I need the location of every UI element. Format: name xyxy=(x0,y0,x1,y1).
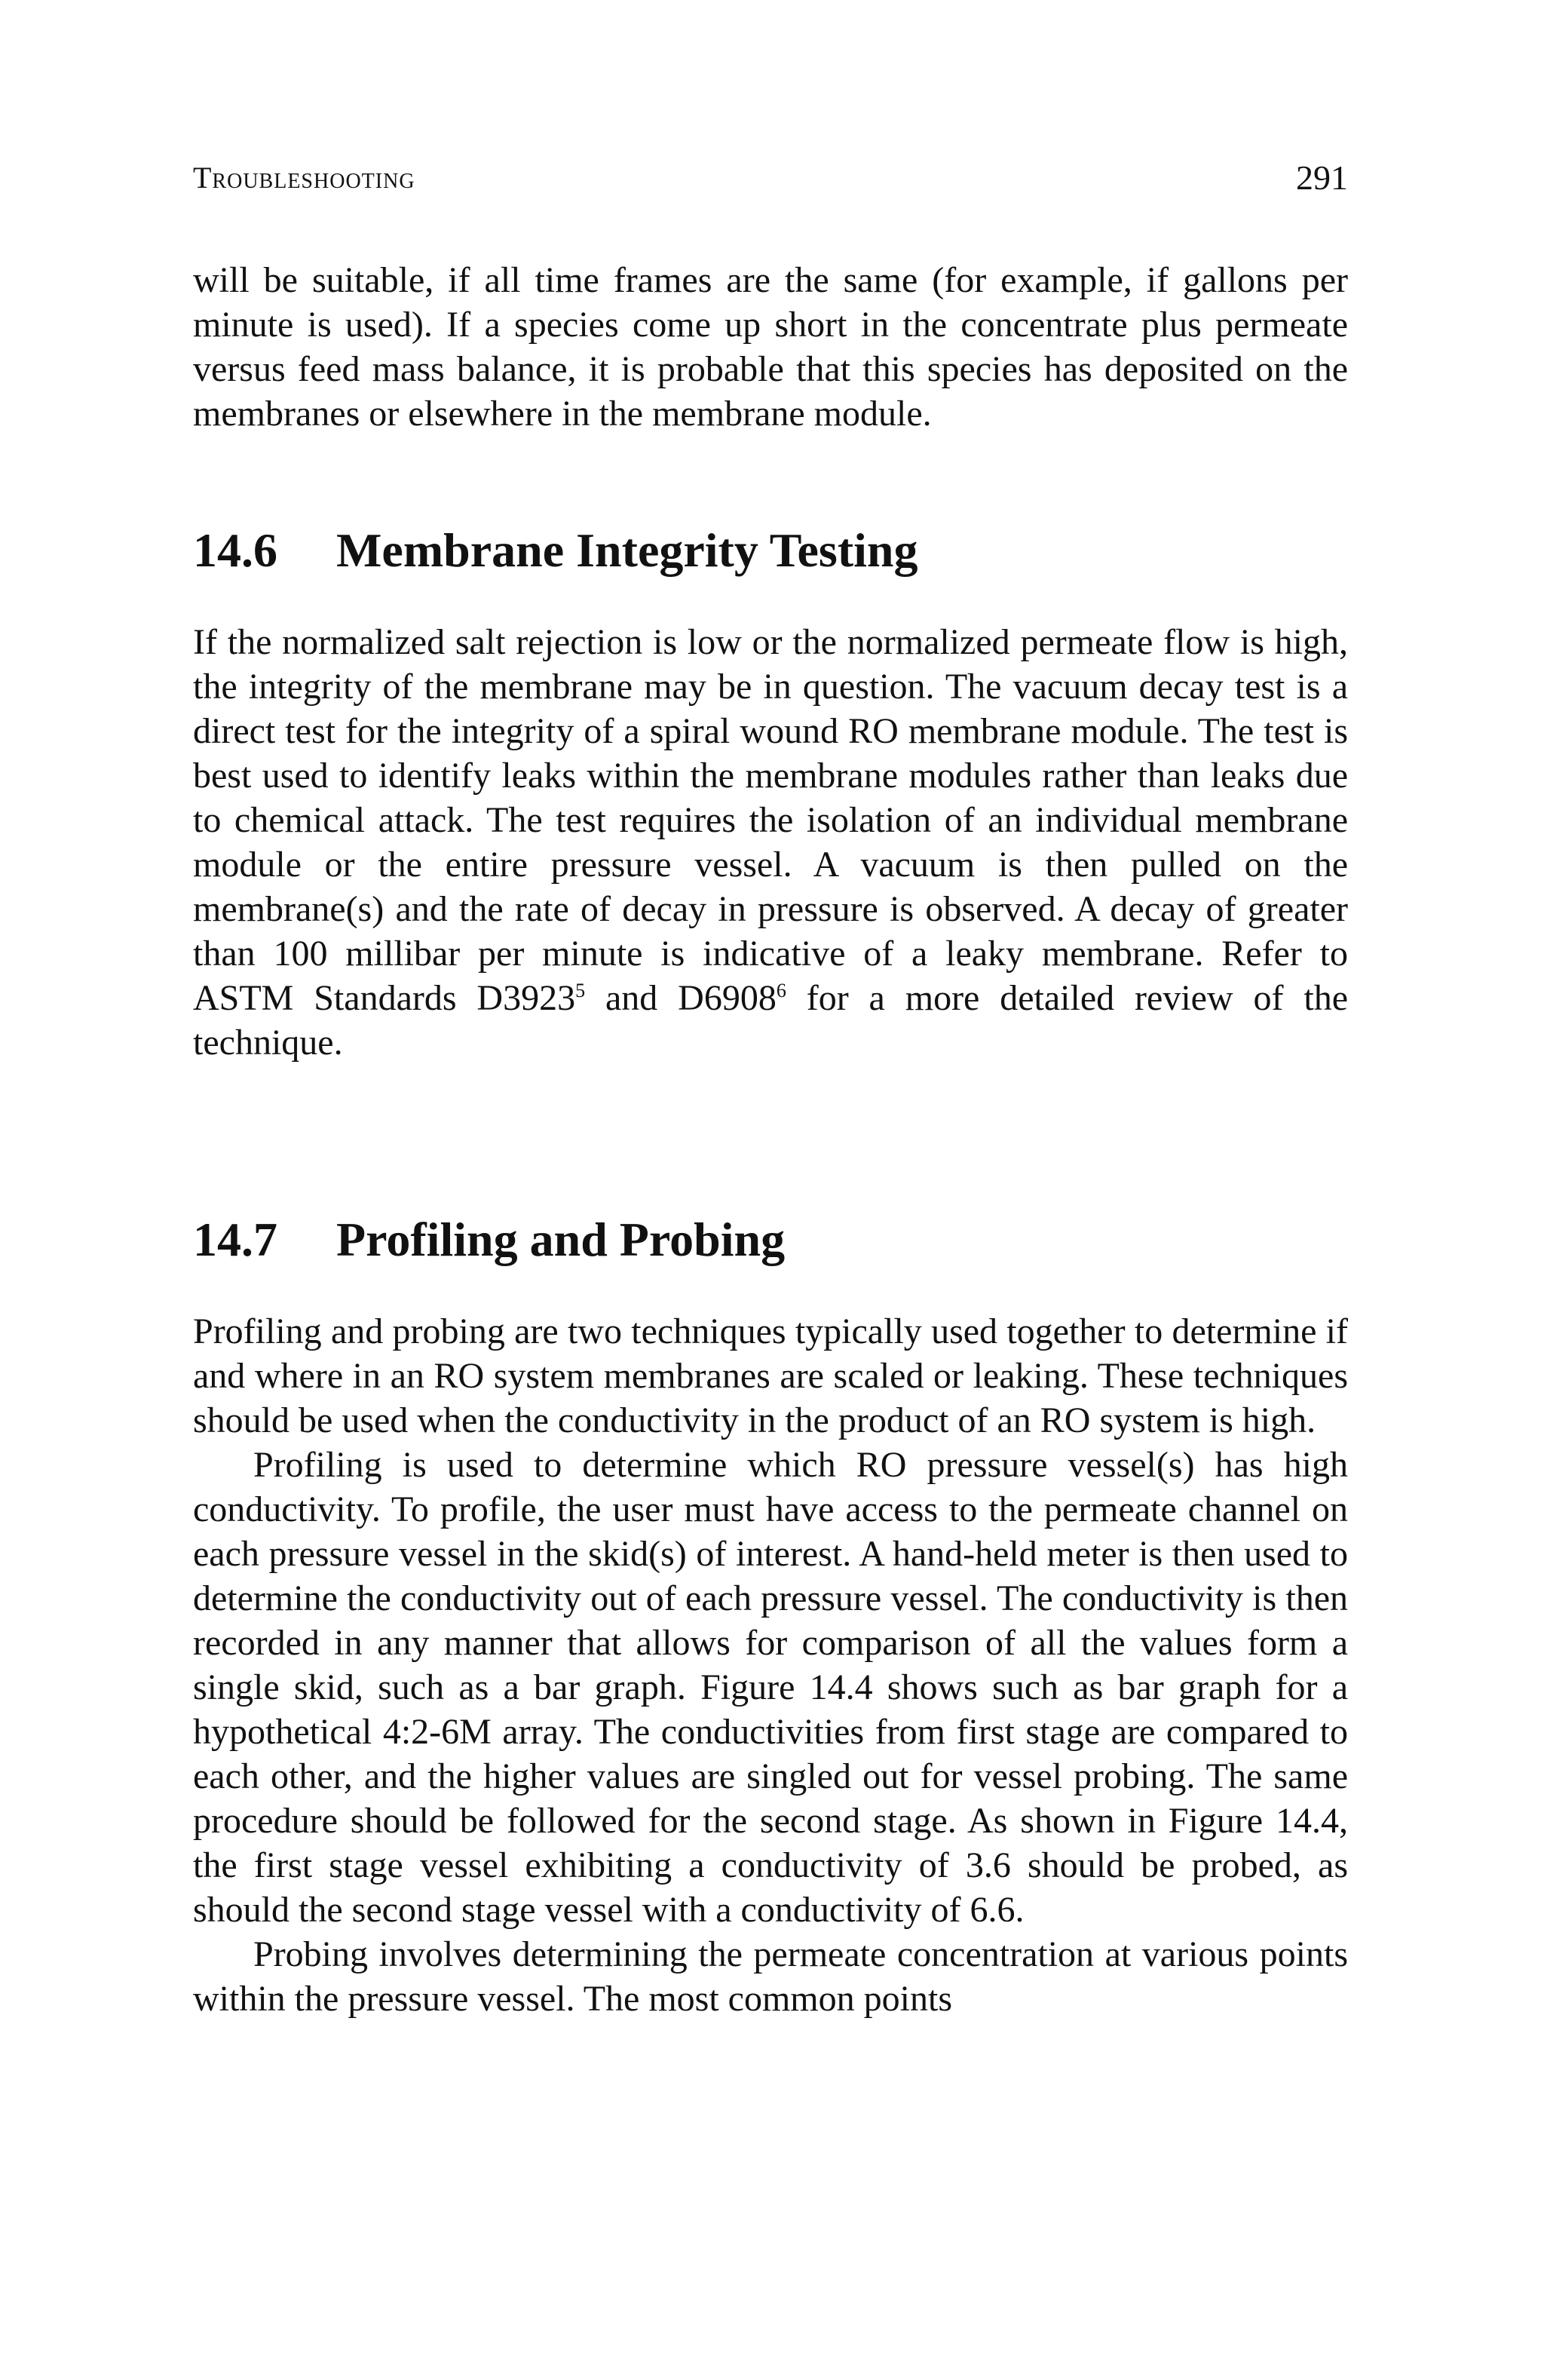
section-heading-14-6 xyxy=(193,520,1348,581)
intro-paragraph: will be suitable, if all time frames are the same (for example, if gallons per minute is used). If a species come up short in the concentrate plus permeate versus feed mass balance, it is probable that this species has deposited on the membranes or elsewhere in the membrane module. xyxy=(193,260,1348,434)
paragraph-text: and D6908 xyxy=(585,978,777,1018)
running-title: Troubleshooting xyxy=(193,161,415,195)
body-paragraph: Probing involves determining the permeate concentration at various points within the pressure vessel. The most common points xyxy=(193,1934,1348,2019)
body-paragraph: Profiling is used to determine which RO pressure vessel(s) has high conductivity. To profile, the user must have access to the permeate channel on each pressure vessel in the skid(s) of interest. A hand-held meter is then used to determine the conductivity out of each pressure vessel. The conductivity is then recorded in any manner that allows for comparison of all the values form a single skid, such as a bar graph. Figure 14.4 shows such as bar graph for a hypothetical 4:2-6M array. The conductivities from first stage are compared to each other, and the higher values are singled out for vessel probing. The same procedure should be followed for the second stage. As shown in Figure 14.4, the first stage vessel exhibiting a conductivity of 3.6 should be probed, as should the second stage vessel with a conductivity of 6.6. xyxy=(193,1445,1348,1930)
section-title: Profiling and Probing xyxy=(336,1213,786,1266)
integrity-testing-paragraph xyxy=(193,620,1348,1065)
body-paragraph: Profiling and probing are two techniques typically used together to determine if and where in an RO system membranes are scaled or leaking. These techniques should be used when the conductivity in the product of an RO system is high. xyxy=(193,1311,1348,1440)
reference-superscript: 6 xyxy=(776,980,786,1001)
book-page xyxy=(193,0,1348,2380)
paragraph-text: for a more detailed review of the technique. xyxy=(193,978,1349,1063)
intro-paragraph-block xyxy=(193,258,1348,436)
section-number: 14.7 xyxy=(193,1213,277,1266)
section-title: Membrane Integrity Testing xyxy=(336,523,918,577)
section-heading-14-7 xyxy=(193,1210,1348,1270)
running-header xyxy=(193,155,1348,201)
reference-superscript: 5 xyxy=(575,980,586,1001)
paragraph-text: If the normalized salt rejection is low or the normalized permeate flow is high, the integrity of the membrane may be in question. The vacuum decay test is a direct test for the integrity of a spiral wound RO membrane module. The test is best used to identify leaks within the membrane modules rather than leaks due to chemical attack. The test requires the isolation of an individual membrane module or the entire pressure vessel. A vacuum is then pulled on the membrane(s) and the rate of decay in pressure is observed. A decay of greater than 100 millibar per minute is indicative of a leaky membrane. Refer to ASTM Standards D3923 xyxy=(193,622,1348,1018)
integrity-testing-block xyxy=(193,620,1348,1065)
page-number: 291 xyxy=(1296,158,1348,197)
section-number: 14.6 xyxy=(193,523,277,577)
profiling-probing-block xyxy=(193,1309,1348,2021)
